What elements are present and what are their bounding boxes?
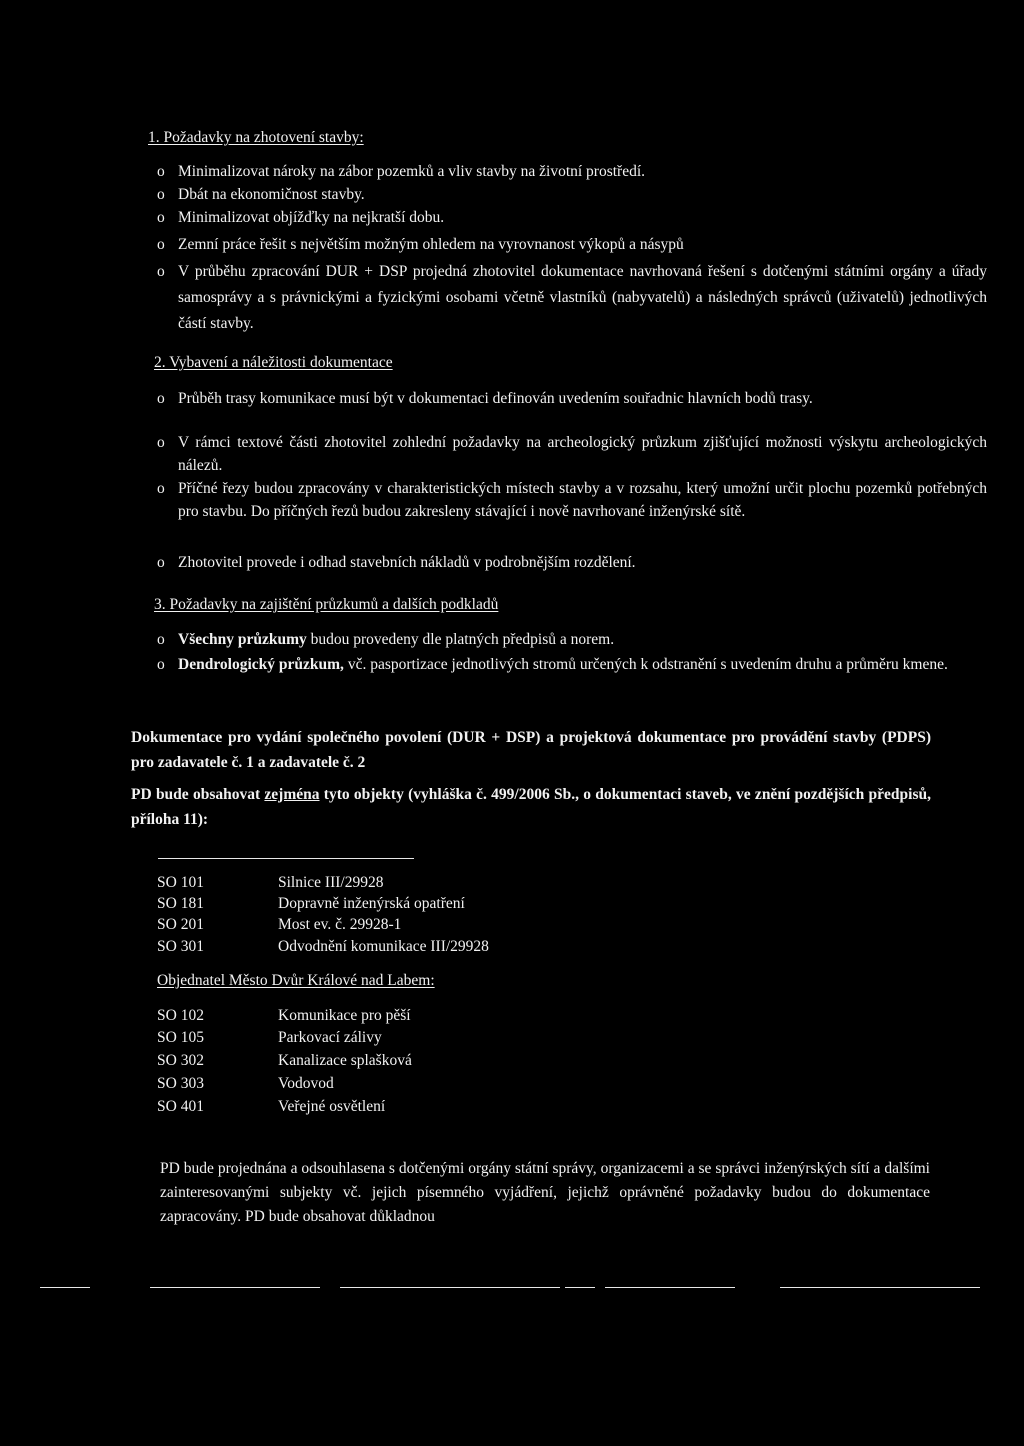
object-code: SO 102 [157,1007,204,1024]
list-item-rest: vč. pasportizace jednotlivých stromů určených k odstranění s uvedením druhu a průměru kmene. [343,656,948,673]
bullet-mark: o [157,554,165,571]
list-item-text [178,654,987,677]
list-item [157,432,987,477]
closing-paragraph: PD bude projednána a odsouhlasena s dotčenými orgány státní správy, organizacemi a se správci inženýrských sítí a dalšími zainteresovanými subjekty vč. jejich písemného vyjádření, jejichž oprávněné požadavky budou do dokumentace zapracovány. PD bude obsahovat důkladnou [160,1160,930,1225]
client-heading: Objednatel Město Dvůr Králové nad Labem: [157,972,435,989]
list-item [157,161,987,184]
bullet-mark: o [157,209,165,226]
object-name: Komunikace pro pěší [278,1007,411,1024]
object-name: Vodovod [278,1075,334,1092]
doc-heading: Dokumentace pro vydání společného povolení (DUR + DSP) a projektová dokumentace pro provádění stavby (PDPS) pro zadavatele č. 1 a zadavatele č. 2 [131,729,931,771]
list-item-text: Dbát na ekonomičnost stavby. [178,186,365,203]
footer-line [565,1287,595,1288]
object-name: Kanalizace splašková [278,1052,412,1069]
object-code: SO 401 [157,1098,204,1115]
list-item-text: Minimalizovat nároky na zábor pozemků a vliv stavby na životní prostředí. [178,163,646,180]
bullet-mark: o [157,434,165,451]
list-item [157,259,987,337]
list-item-bold: Všechny průzkumy [178,631,307,648]
footer-line [40,1287,90,1288]
object-code: SO 181 [157,895,204,912]
bullet-mark: o [157,631,165,648]
list-item-rest: budou provedeny dle platných předpisů a norem. [306,631,615,648]
object-name: Silnice III/29928 [278,874,384,891]
list-item [157,388,987,411]
list-item-bold: Dendrologický průzkum, [178,656,344,673]
bullet-mark: o [157,236,165,253]
list-item-text [178,629,987,652]
list-item-text: Příčné řezy budou zpracovány v charakteristických místech stavby a v rozsahu, který umožní určit plochu pozemků potřebných pro stavbu. Do příčných řezů budou zakresleny stávající i nově navrhované inženýrské sítě. [178,480,987,520]
section-2-title: 2. Vybavení a náležitosti dokumentace [154,354,393,371]
object-code: SO 101 [157,874,204,891]
list-item-text: Průběh trasy komunikace musí být v dokumentaci definován uvedením souřadnic hlavních bodů trasy. [178,390,813,407]
bullet-mark: o [157,263,165,280]
bullet-mark: o [157,163,165,180]
list-item [157,629,987,652]
bullet-mark: o [157,390,165,407]
object-code: SO 303 [157,1075,204,1092]
list-item [157,234,987,257]
object-name: Most ev. č. 29928-1 [278,916,402,933]
list-item-text: V průběhu zpracování DUR + DSP projedná zhotovitel dokumentace navrhovaná řešení s dotčenými státními orgány a úřady samosprávy a s právnickými a fyzickými osobami včetně vlastníků (nabyvatelů) a následných správců (uživatelů) jednotlivých částí stavby. [178,263,987,332]
list-item [157,184,987,207]
object-name: Veřejné osvětlení [278,1098,386,1115]
bullet-mark: o [157,656,165,673]
object-code: SO 302 [157,1052,204,1069]
list-item [157,478,987,523]
object-name: Dopravně inženýrská opatření [278,895,465,912]
list-item [157,654,987,677]
footer-line [150,1287,320,1288]
pd-heading-after: tyto objekty (vyhláška č. 499/2006 Sb., o dokumentaci staveb, ve znění pozdějších předpisů, příloha 11): [131,786,931,828]
list-item-text: V rámci textové části zhotovitel zohlední požadavky na archeologický průzkum zjišťující možnosti výskytu archeologických nálezů. [178,434,987,474]
list-item [157,552,987,575]
bullet-mark: o [157,186,165,203]
pd-heading-underlined: zejména [264,786,320,803]
list-item-text: Minimalizovat objížďky na nejkratší dobu. [178,209,445,226]
section-1-title: 1. Požadavky na zhotovení stavby: [148,129,364,146]
object-name: Odvodnění komunikace III/29928 [278,938,489,955]
object-code: SO 201 [157,916,204,933]
list-item-text: Zemní práce řešit s největším možným ohledem na vyrovnanost výkopů a násypů [178,236,684,253]
bullet-mark: o [157,480,165,497]
object-name: Parkovací zálivy [278,1029,382,1046]
footer-line [340,1287,560,1288]
section-3-title: 3. Požadavky na zajištění průzkumů a dalších podkladů [154,596,499,613]
list-item [157,207,987,230]
footer-line [780,1287,980,1288]
object-code: SO 301 [157,938,204,955]
footer-line [605,1287,735,1288]
separator-line [158,858,414,859]
pd-heading [131,782,931,832]
object-code: SO 105 [157,1029,204,1046]
pd-heading-before: PD bude obsahovat [131,786,265,803]
list-item-text: Zhotovitel provede i odhad stavebních nákladů v podrobnějším rozdělení. [178,554,636,571]
